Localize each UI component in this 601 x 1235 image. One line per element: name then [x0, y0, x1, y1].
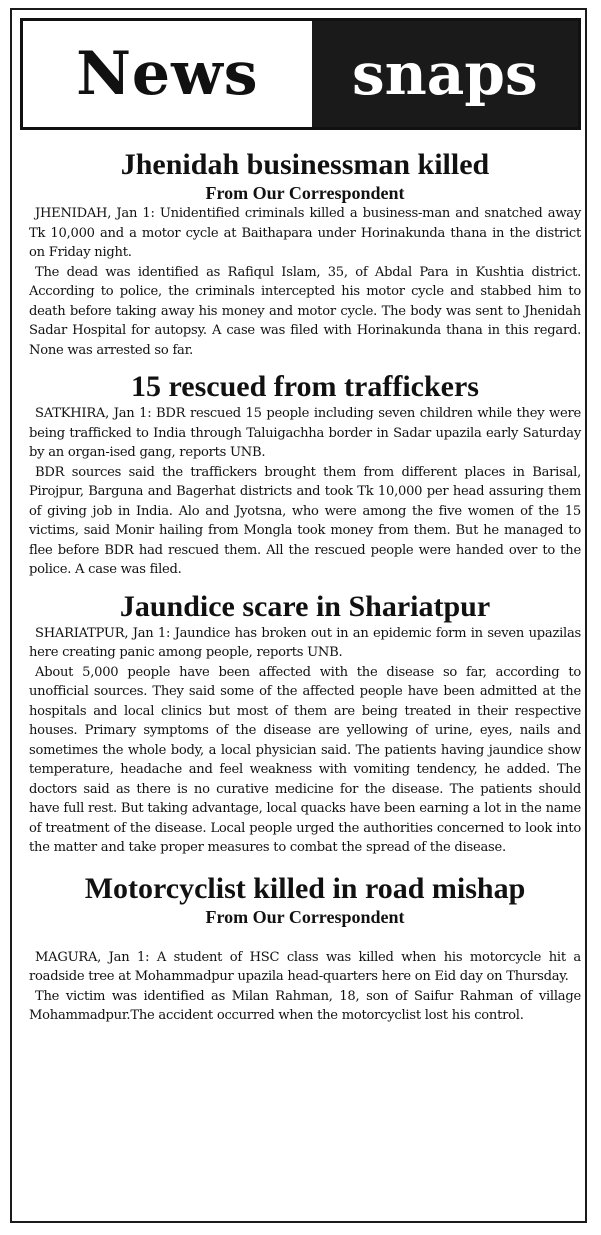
story-paragraph: SHARIATPUR, Jan 1: Jaundice has broken out in an epidemic form in seven upazilas here creating panic among people, reports UNB.: [29, 625, 581, 660]
story-headline: Jhenidah businessman killed: [120, 148, 490, 181]
story-paragraph: About 5,000 people have been affected with the disease so far, according to unofficial sources. They said some of the affected people have been admitted at the hospitals and local clinics but most of them are being treated in their respective houses. Primary symptoms of the disease are yellowing of urine, eyes, nails and sometimes the whole body, a local physician said. The patients having jaundice show temperature, headache and feel weakness with vomiting tendency, he added. The doctors said as there is no curative medicine for the disease. The patients should have full rest. But taking advantage, local quacks have been earning a lot in the name of treatment of the disease. Local people urged the authorities concerned to look into the matter and take proper measures to combat the spread of the disease.: [29, 664, 581, 855]
story-byline: From Our Correspondent: [205, 906, 405, 927]
story-headline: Motorcyclist killed in road mishap: [84, 871, 526, 905]
masthead: [20, 18, 581, 130]
news-column: [29, 148, 581, 1026]
story-paragraph: The dead was identified as Rafiqul Islam, 35, of Abdal Para in Kushtia district. According to police, the criminals intercepted his motor cycle and stabbed him to death before taking away his money and motor cycle. The body was sent to Jhenidah Sadar Hospital for autopsy. A case was filed with Horinakunda thana in this regard. None was arrested so far.: [29, 264, 581, 358]
story-paragraph: JHENIDAH, Jan 1: Unidentified criminals killed a business-man and snatched away Tk 10,000 and a motor cycle at Baithapara under Horinakunda thana in the district on Friday night.: [29, 206, 581, 260]
story-paragraph: BDR sources said the traffickers brought them from different places in Barisal, Pirojpur, Barguna and Bagerhat districts and took Tk 10,000 per head assuring them of giving job in India. Alo and Jyotsna, who were among the five women of the 15 victims, said Monir hailing from Mongla took money from them. But he managed to flee before BDR had rescued them. All the rescued people were handed over to the police. A case was filed.: [29, 464, 581, 577]
masthead-title-right: snaps: [312, 21, 578, 127]
story-headline: 15 rescued from traffickers: [131, 370, 479, 403]
story-byline: From Our Correspondent: [205, 183, 405, 203]
story-headline: Jaundice scare in Shariatpur: [119, 589, 491, 623]
story-jhenidah: [29, 148, 581, 360]
story-motorcyclist: [29, 872, 581, 1026]
story-jaundice: [29, 590, 581, 858]
story-paragraph: MAGURA, Jan 1: A student of HSC class was killed when his motorcycle hit a roadside tree at Mohammadpur upazila head-quarters here on Eid day on Thursday.: [29, 949, 581, 984]
masthead-title-left: News: [76, 39, 259, 109]
story-traffickers: [29, 370, 581, 580]
story-paragraph: SATKHIRA, Jan 1: BDR rescued 15 people including seven children while they were being trafficked to India through Taluigachha border in Sadar upazila early Saturday by an organ-ised gang, reports UNB.: [29, 406, 581, 460]
story-paragraph: The victim was identified as Milan Rahman, 18, son of Saifur Rahman of village Mohammadpur.The accident occurred when the motorcyclist lost his control.: [29, 988, 581, 1023]
